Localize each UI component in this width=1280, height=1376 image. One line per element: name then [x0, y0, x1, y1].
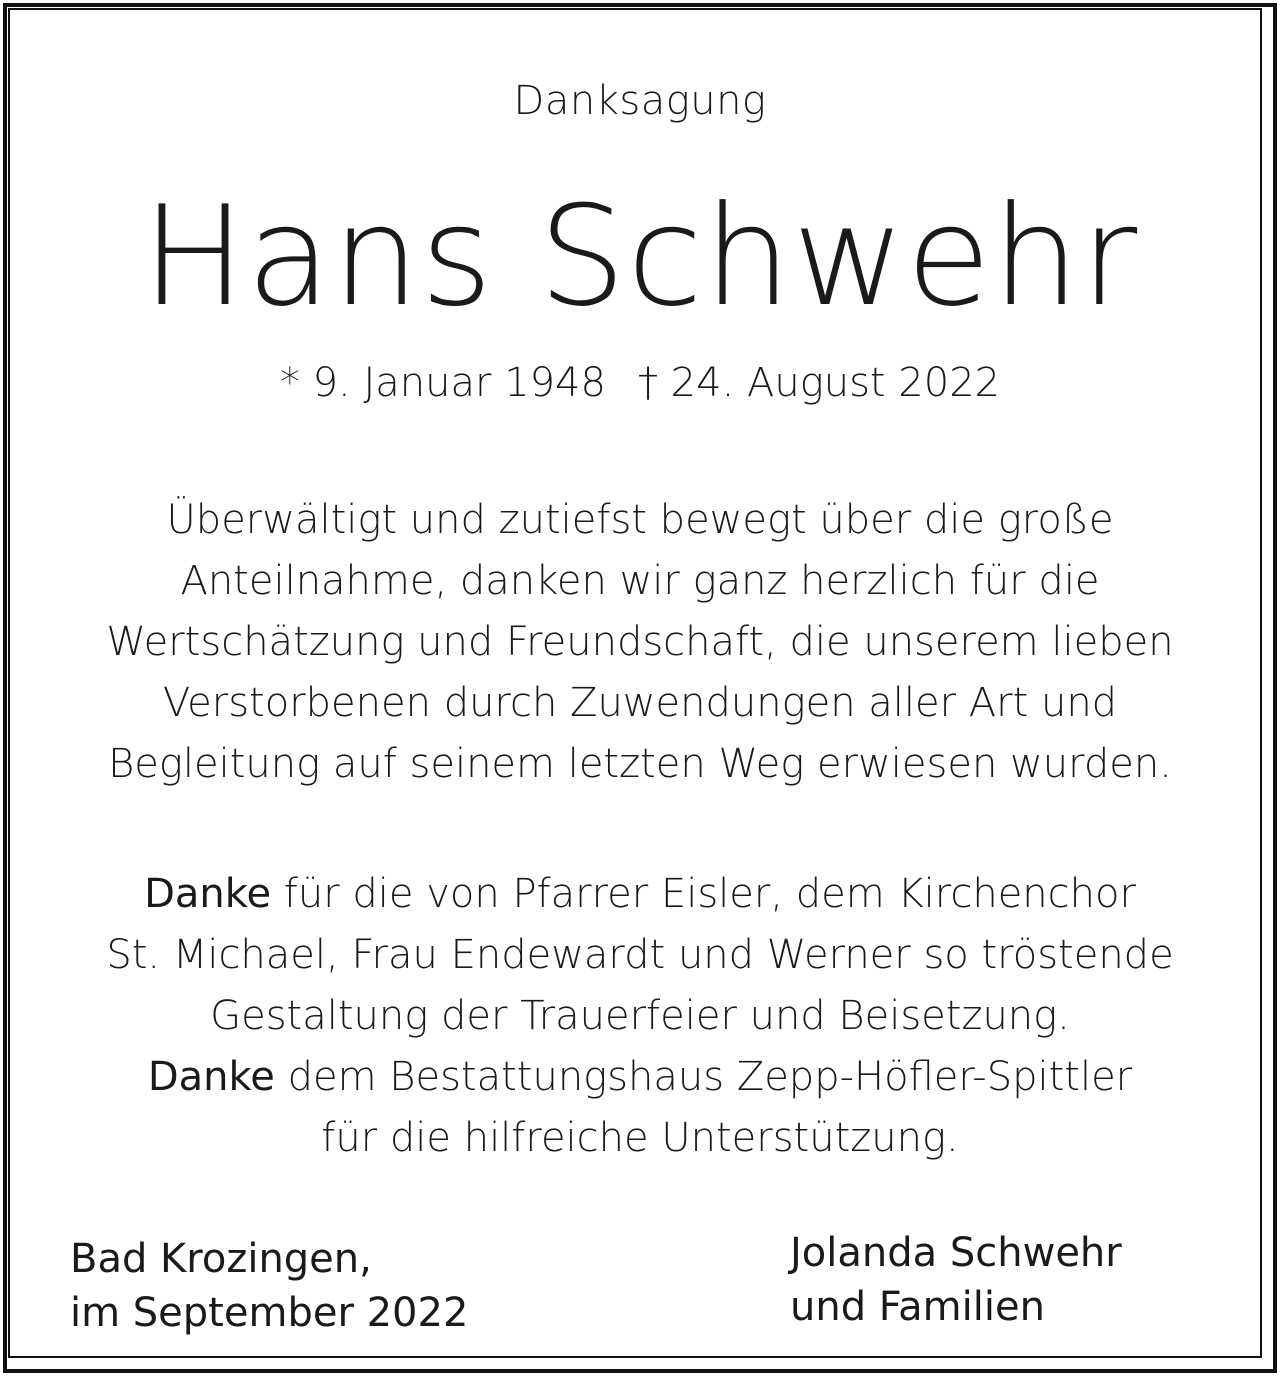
birth-date: * 9. Januar 1948 [279, 360, 606, 406]
paragraph-line [0, 1047, 1280, 1108]
paragraph-text: dem Bestattungshaus Zepp-Höfler-Spittler [274, 1054, 1133, 1100]
signature [790, 1226, 1122, 1334]
paragraph-line: Gestaltung der Trauerfeier und Beisetzung. [210, 993, 1070, 1039]
paragraph-line: St. Michael, Frau Endewardt und Werner so tröstende [106, 932, 1174, 978]
place-and-date [70, 1232, 468, 1340]
deceased-name: Hans Schwehr [141, 176, 1139, 337]
life-dates [0, 360, 1280, 406]
paragraph-text: für die von Pfarrer Eisler, dem Kirchenchor [271, 871, 1136, 917]
signer-family: und Familien [790, 1284, 1045, 1330]
paragraph-line: Begleitung auf seinem letzten Weg erwiesen wurden. [108, 741, 1172, 787]
death-date: † 24. August 2022 [637, 360, 1001, 406]
paragraph-line: Anteilnahme, danken wir ganz herzlich für die [180, 558, 1100, 604]
place: Bad Krozingen, [70, 1236, 372, 1282]
danke-word: Danke [147, 1054, 275, 1100]
date: im September 2022 [70, 1290, 469, 1336]
paragraph-line: Verstorbenen durch Zuwendungen aller Art und [162, 680, 1118, 726]
paragraph-line: Überwältigt und zutiefst bewegt über die große [166, 497, 1114, 543]
paragraph-line: für die hilfreiche Unterstützung. [321, 1115, 959, 1161]
paragraph-line [0, 864, 1280, 925]
signer-name: Jolanda Schwehr [790, 1230, 1122, 1276]
notice-heading: Danksagung [513, 78, 767, 124]
paragraph-line: Wertschätzung und Freundschaft, die unserem lieben [106, 619, 1174, 665]
danke-word: Danke [144, 871, 272, 917]
thanks-paragraph [0, 490, 1280, 795]
acknowledgement-paragraph [0, 864, 1280, 1169]
